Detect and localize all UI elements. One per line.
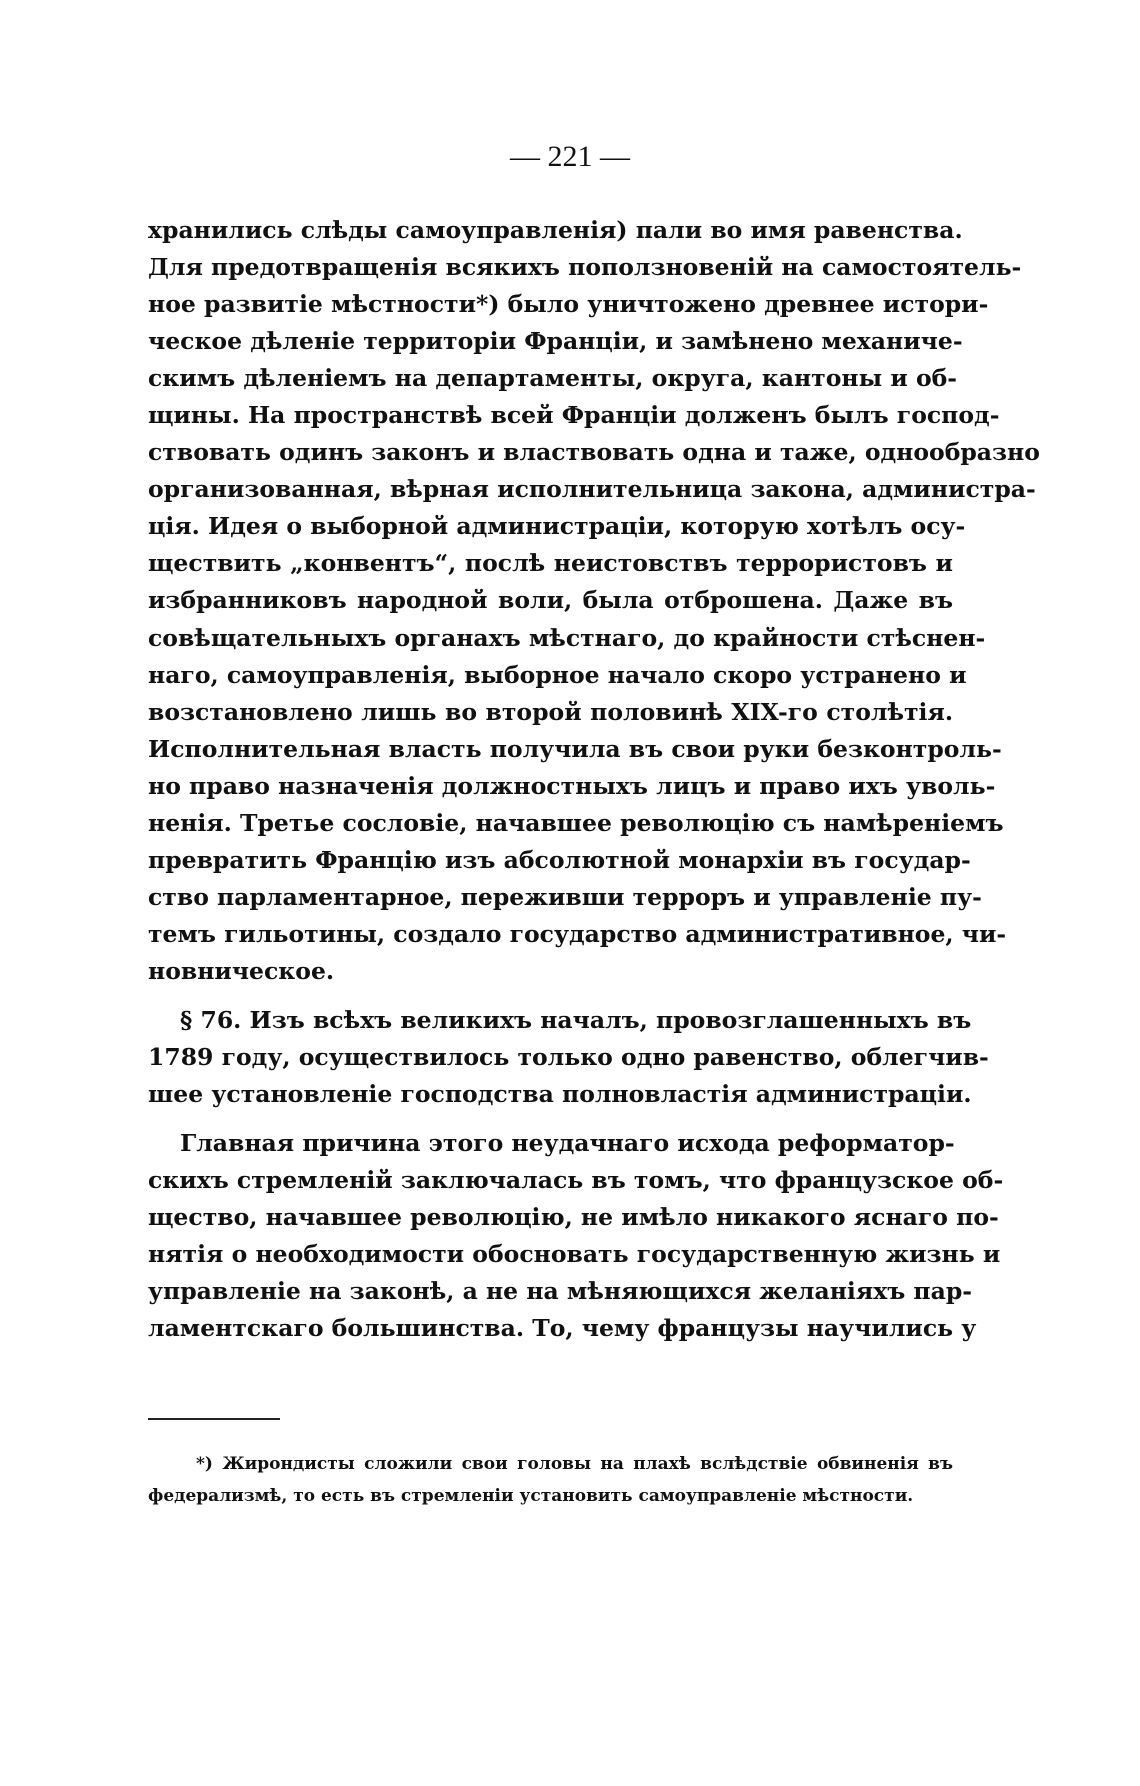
text-line: ламентскаго большинства. То, чему французы научились у (148, 1314, 977, 1343)
footnote-line: федерализмѣ, то есть въ стремленіи установить самоуправленіе мѣстности. (148, 1486, 914, 1506)
text-line: ненія. Третье сословіе, начавшее революцію съ намѣреніемъ (148, 808, 1004, 837)
text-line: темъ гильотины, создало государство административное, чи- (148, 919, 1007, 948)
text-line: совѣщательныхъ органахъ мѣстнаго, до крайности стѣснен- (148, 623, 986, 652)
text-line: но право назначенія должностныхъ лицъ и право ихъ уволь- (148, 771, 996, 800)
text-line: ція. Идея о выборной администраціи, которую хотѣлъ осу- (148, 512, 966, 541)
text-line: ство парламентарное, переживши терроръ и управленіе пу- (148, 882, 982, 911)
footnote (148, 1448, 953, 1512)
text-line: Главная причина этого неудачнаго исхода реформатор- (180, 1129, 955, 1158)
text-line: наго, самоуправленія, выборное начало скоро устранено и (148, 660, 967, 689)
text-line: шее установленіе господства полновластія администраціи. (148, 1080, 972, 1109)
text-line: Исполнительная власть получила въ свои руки безконтроль- (148, 734, 1002, 763)
footnote-line: *) Жирондисты сложили свои головы на плахѣ вслѣдствіе обвиненія въ (196, 1454, 953, 1474)
paragraph-continuation (148, 1039, 989, 1113)
text-line: скимъ дѣленіемъ на департаменты, округа, кантоны и об- (148, 364, 958, 393)
text-line: ществить „конвентъ“, послѣ неистовствъ террористовъ и (148, 549, 953, 578)
text-line: ствовать одинъ законъ и властвовать одна и таже, однообразно (148, 438, 1040, 467)
paragraph-continuation (148, 1162, 1004, 1347)
text-line: нятія о необходимости обосновать государственную жизнь и (148, 1240, 1001, 1269)
text-line: щество, начавшее революцію, не имѣло никакого яснаго по- (148, 1203, 999, 1232)
text-line: возстановлено лишь во второй половинѣ XIX-го столѣтія. (148, 697, 953, 726)
text-line: скихъ стремленій заключалась въ томъ, что французское об- (148, 1166, 1004, 1195)
text-line: § 76. Изъ всѣхъ великихъ началъ, провозглашенныхъ въ (180, 1005, 972, 1034)
text-line: 1789 году, осуществилось только одно равенство, облегчив- (148, 1043, 989, 1072)
text-line: ческое дѣленіе территоріи Франціи, и замѣнено механиче- (148, 327, 963, 356)
text-line: щины. На пространствѣ всей Франціи долженъ былъ господ- (148, 401, 1000, 430)
text-line: избранниковъ народной воли, была отброшена. Даже въ (148, 586, 953, 615)
text-line: хранились слѣды самоуправленія) пали во имя равенства. (148, 216, 963, 244)
paragraph (148, 212, 1040, 990)
text-line: управленіе на законѣ, а не на мѣняющихся желаніяхъ пар- (148, 1277, 973, 1306)
paragraph (148, 1125, 953, 1162)
text-line: превратить Францію изъ абсолютной монархіи въ государ- (148, 845, 971, 874)
page-number: — 221 — (510, 140, 630, 173)
body-text (148, 212, 1040, 1347)
text-line: новническое. (148, 956, 335, 985)
footnote-divider (148, 1418, 280, 1420)
text-line: Для предотвращенія всякихъ поползновеній на самостоятель- (148, 253, 1022, 282)
text-line: организованная, вѣрная исполнительница закона, администра- (148, 475, 1036, 504)
text-line: ное развитіе мѣстности*) было уничтожено древнее истори- (148, 290, 989, 319)
paragraph (148, 1002, 972, 1039)
